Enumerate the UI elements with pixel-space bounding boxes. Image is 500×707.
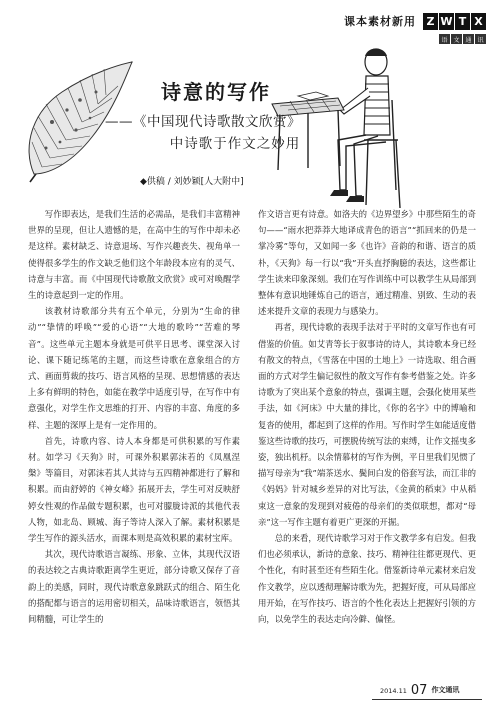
paragraph: 写作即表达，是我们生活的必需品，是我们丰富精神世界的呈现，但让人遗憾的是，在高中生的写作中却未必是这样。素材缺乏、诗意退场、写作兴趣丧失、视角单一使得很多学生的作文缺乏他们这个年龄段本应有的灵气、诗意与丰富。而《中国现代诗歌散文欣赏》或可对唤醒学生的诗意起到一定的作用。 bbox=[28, 209, 240, 301]
paragraph: 总的来看，现代诗歌学习对于作文教学多有启发。但我们也必须承认，新诗的意象、技巧、精神往往都更现代、更个性化，有时甚至还有些陌生化。借鉴新诗单元素材来启发作文教学，应以透彻理解诗歌为先，把握好度，可从局部应用开始，在写作技巧、语言的个性化表达上把握好引领的方向，以免学生的表达走向冷僻、偏怪。 bbox=[258, 533, 476, 625]
article-subtitle-line-1: ——《中国现代诗歌散文欣赏》 bbox=[105, 114, 301, 130]
page-number: 07 bbox=[410, 683, 428, 698]
page-footer bbox=[380, 684, 459, 697]
paragraph: 其次，现代诗歌语言凝练、形象、立体，其现代汉语的表达较之古典诗歌距离学生更近，部分诗歌又保存了音韵上的美感，同时，现代诗歌意象跳跃式的组合、陌生化的搭配都与语言的运用密切相关，品味诗歌语言，领悟其间精髓，可让学生的 bbox=[28, 549, 240, 625]
byline bbox=[140, 174, 244, 187]
magazine-logo bbox=[422, 13, 486, 30]
section-name: 课本素材新用 bbox=[344, 15, 416, 28]
logo-sub-letter: 通 bbox=[463, 34, 474, 44]
article-subtitle-line-2: 中诗歌于作文之妙用 bbox=[169, 136, 301, 152]
paragraph: 再者，现代诗歌的表现手法对于平时的文章写作也有可借鉴的价值。如艾青等长于叙事诗的诗人，其诗歌本身已经有散文的特点，《雪落在中国的土地上》一诗选取、组合画面的方式对学生偏记叙性的散文写作有参考借鉴之处。许多诗歌为了突出某个意象的特点，强调主题，会强化使用某些手法，如《河床》中大量的排比，《你的名字》中的博喻和复沓的使用，都起到了这样的作用。写作时学生如能适度借鉴这些诗歌的技巧，可摆脱传统写法的束缚，让作文摇曳多姿，独出机杼。以余情慕材的写作为例，平日里我们见惯了描写母亲为“我”端茶送水、鬓间白发的俗套写法，而江非的《妈妈》针对城乡差异的对比写法，《金黄的稻束》中从稻束这一意象的发现到对疲倦的母亲们的类似联想，都对“母亲”这一写作主题有着更广更深的开掘。 bbox=[258, 322, 476, 527]
logo-letter: Z bbox=[423, 13, 438, 30]
logo-letter: T bbox=[455, 13, 470, 30]
footer-rule bbox=[372, 699, 482, 700]
logo-sub-letter: 文 bbox=[451, 34, 462, 44]
body-column-left bbox=[28, 206, 240, 627]
logo-sub-letter: 讯 bbox=[475, 34, 486, 44]
paragraph: 作文语言更有诗意。如洛夫的《边界望乡》中那些陌生的奇句——“雨水把莽莽大地译成青色的语言”“抓回来的仍是一掌冷雾”等句，又如闻一多《也许》音韵的和谐、语言的质朴，《天狗》每一行以“我”开头直抒胸臆的表达，这些都让学生读来印象深刻。我们在写作训练中可以教学生从局部到整体有意识地锤炼自己的语言，通过精准、别致、生动的表述来提升文章的表现力与感染力。 bbox=[258, 209, 476, 317]
section-header bbox=[344, 10, 486, 32]
magazine-logo-sub bbox=[438, 34, 486, 44]
paragraph: 该教材诗歌部分共有五个单元，分别为“生命的律动”“挚情的呼唤”“爱的心语”“大地的歌吟”“苦难的琴音”。这些单元主题本身就是可供平日思考、课堂深入讨论、课下随记练笔的主题，而这些诗歌在意象组合的方式、画面剪裁的技巧、语言风格的呈现、思想情感的表达上多有鲜明的特色，如能在教学中适度引导，在写作中有意强化，对学生作文思维的打开、内容的丰富、角度的多样、主题的深厚上是有一定作用的。 bbox=[28, 306, 240, 430]
logo-sub-letter: 语 bbox=[439, 34, 450, 44]
article-title: 诗意的写作 bbox=[161, 80, 271, 104]
byline-text: ◆供稿 / 刘妙颖[人大附中] bbox=[140, 177, 244, 187]
issue-date: 2014.11 bbox=[380, 687, 407, 695]
logo-letter: W bbox=[440, 14, 453, 28]
body-column-right bbox=[258, 206, 476, 627]
logo-letter: X bbox=[471, 13, 486, 30]
paragraph: 首先，诗歌内容、诗人本身都是可供积累的写作素材。如学习《天狗》时，可课外积累郭沫若的《凤凰涅槃》等篇目，对郭沫若其人其诗与五四精神都进行了解和积累。而由舒婷的《神女峰》拓展开去，学生可对反映舒婷女性观的作品做专题积累，也可对朦胧诗派的其他代表人物，如北岛、顾城、海子等诗人深入了解。素材积累是学生写作的源头活水，而课本则是高效积累的素材宝库。 bbox=[28, 435, 240, 544]
magazine-name: 作文通讯 bbox=[431, 686, 460, 694]
